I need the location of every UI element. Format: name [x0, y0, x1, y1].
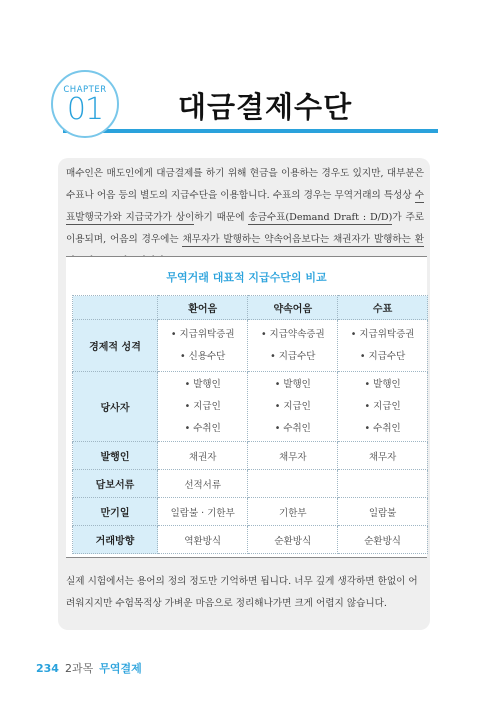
- page-number: 234: [36, 662, 59, 675]
- table-cell: [158, 320, 248, 372]
- table-row: [73, 470, 428, 498]
- table-cell: 선적서류: [158, 470, 248, 498]
- cell-line: • 지급수단: [359, 350, 406, 362]
- cell-line: • 발행인: [184, 378, 221, 390]
- row-header: 거래방향: [73, 526, 158, 554]
- intro-text-3: 가 주로 이용되며, 어음의 경우에는: [66, 212, 425, 245]
- summary-paragraph: 실제 시험에서는 용어의 정의 정도만 기억하면 됩니다. 너무 깊게 생각하면 한없이 어려워지지만 수험목적상 가벼운 마음으로 정리해나가면 크게 어렵지 않습니다.: [66, 576, 418, 609]
- cell-line: • 지급인: [274, 400, 311, 412]
- row-header: 만기일: [73, 498, 158, 526]
- table-cell: [158, 372, 248, 442]
- cell-line: • 지급인: [184, 400, 221, 412]
- table-cell: [338, 470, 428, 498]
- title-rule: [63, 129, 438, 133]
- intro-text-2: 하기 때문에: [194, 212, 249, 223]
- table-cell: 채무자: [338, 442, 428, 470]
- table-cell: [338, 372, 428, 442]
- table-cell: [248, 372, 338, 442]
- column-header: 수표: [338, 296, 428, 320]
- table-caption: 무역거래 대표적 지급수단의 비교: [166, 271, 327, 284]
- table-cell: [248, 320, 338, 372]
- chapter-title: 대금결제수단: [178, 90, 353, 124]
- table-cell: 순환방식: [248, 526, 338, 554]
- cell-line: • 지급인: [364, 400, 401, 412]
- row-header: 담보서류: [73, 470, 158, 498]
- cell-line: • 수취인: [274, 422, 311, 434]
- chapter-label: CHAPTER: [63, 85, 107, 95]
- column-header: 약속어음: [248, 296, 338, 320]
- row-header: 당사자: [73, 372, 158, 442]
- row-header: 경제적 성격: [73, 320, 158, 372]
- table-cell: 역환방식: [158, 526, 248, 554]
- column-header: 환어음: [158, 296, 248, 320]
- table-row: [73, 372, 428, 442]
- comparison-table: [72, 295, 428, 554]
- table-cell: 일람불: [338, 498, 428, 526]
- chapter-number: 01: [66, 92, 104, 127]
- part-label: 2과목: [64, 662, 94, 675]
- table-corner: [73, 296, 158, 320]
- cell-line: • 지급위탁증권: [350, 328, 415, 340]
- row-header: 발행인: [73, 442, 158, 470]
- cell-line: • 신용수단: [180, 350, 226, 362]
- cell-line: • 발행인: [274, 378, 311, 390]
- intro-underline-3: 채무자가 발행하는 약속어음보다는 채권자가 발행하는 환: [66, 234, 424, 269]
- table-cell: [248, 470, 338, 498]
- cell-line: • 지급수단: [270, 350, 316, 362]
- table-cell: 기한부: [248, 498, 338, 526]
- table-cell: 순환방식: [338, 526, 428, 554]
- table-cell: 일람불 · 기한부: [158, 498, 248, 526]
- table-row: [73, 526, 428, 554]
- intro-text-1: 매수인은 매도인에게 대금결제를 하기 위해 현금을 이용하는 경우도 있지만, 대부분은 수표나 어음 등의 별도의 지급수단을 이용합니다. 수표의 경우는 무역거래의 특성상: [66, 168, 424, 201]
- table-cell: 채무자: [248, 442, 338, 470]
- intro-underline-2: 송금수표(Demand Draft : D/D): [248, 212, 393, 223]
- table-row: [73, 498, 428, 526]
- intro-underline-1: 수표발행국가와 지급국가가 상이: [66, 190, 424, 223]
- comparison-table-box: [66, 256, 427, 558]
- cell-line: • 발행인: [364, 378, 401, 390]
- cell-line: • 지급약속증권: [260, 328, 325, 340]
- table-cell: 채권자: [158, 442, 248, 470]
- table-cell: [338, 320, 428, 372]
- subject-label: 무역결제: [99, 662, 142, 675]
- cell-line: • 수취인: [364, 422, 401, 434]
- cell-line: • 수취인: [184, 422, 221, 434]
- table-row: [73, 320, 428, 372]
- page-footer: [36, 660, 142, 676]
- chapter-badge: [51, 70, 119, 138]
- cell-line: • 지급위탁증권: [170, 328, 235, 340]
- table-row: [73, 442, 428, 470]
